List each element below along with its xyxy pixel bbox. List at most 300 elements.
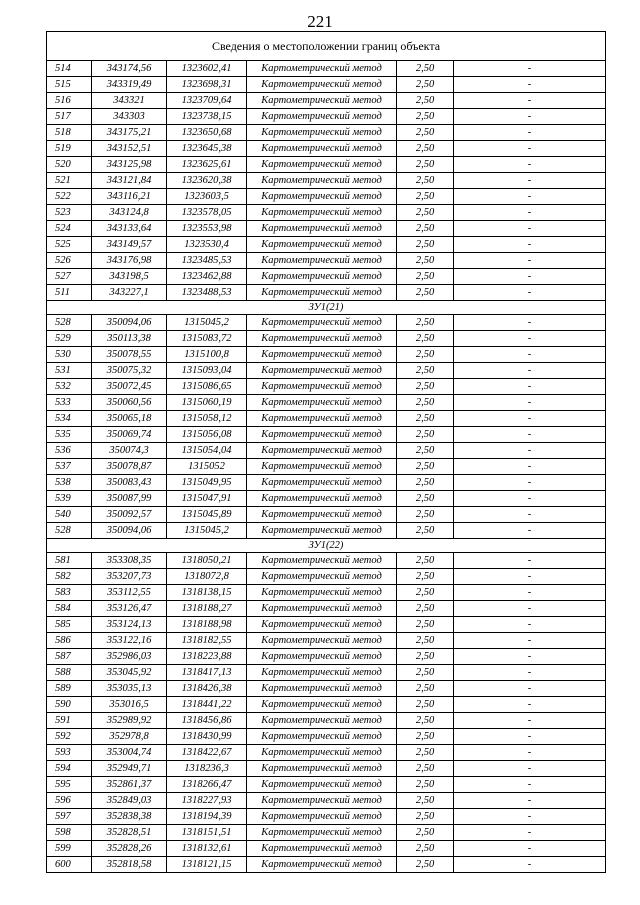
x-coordinate-cell: 353122,16 bbox=[92, 633, 167, 649]
x-coordinate-cell: 343319,49 bbox=[92, 77, 167, 93]
y-coordinate-cell: 1318422,67 bbox=[167, 745, 247, 761]
point-number-cell: 531 bbox=[47, 363, 92, 379]
point-number-cell: 589 bbox=[47, 681, 92, 697]
table-row bbox=[47, 253, 606, 269]
accuracy-cell: 2,50 bbox=[397, 713, 454, 729]
table-row bbox=[47, 585, 606, 601]
description-cell: - bbox=[454, 109, 606, 125]
method-cell: Картометрический метод bbox=[247, 269, 397, 285]
accuracy-cell: 2,50 bbox=[397, 585, 454, 601]
y-coordinate-cell: 1323603,5 bbox=[167, 189, 247, 205]
method-cell: Картометрический метод bbox=[247, 825, 397, 841]
accuracy-cell: 2,50 bbox=[397, 157, 454, 173]
point-number-cell: 520 bbox=[47, 157, 92, 173]
table-row bbox=[47, 237, 606, 253]
table-row bbox=[47, 761, 606, 777]
point-number-cell: 526 bbox=[47, 253, 92, 269]
y-coordinate-cell: 1318441,22 bbox=[167, 697, 247, 713]
y-coordinate-cell: 1315093,04 bbox=[167, 363, 247, 379]
table-row bbox=[47, 61, 606, 77]
x-coordinate-cell: 352818,58 bbox=[92, 857, 167, 873]
method-cell: Картометрический метод bbox=[247, 585, 397, 601]
x-coordinate-cell: 353126,47 bbox=[92, 601, 167, 617]
description-cell: - bbox=[454, 379, 606, 395]
point-number-cell: 588 bbox=[47, 665, 92, 681]
method-cell: Картометрический метод bbox=[247, 173, 397, 189]
y-coordinate-cell: 1323485,53 bbox=[167, 253, 247, 269]
accuracy-cell: 2,50 bbox=[397, 761, 454, 777]
x-coordinate-cell: 352838,38 bbox=[92, 809, 167, 825]
accuracy-cell: 2,50 bbox=[397, 77, 454, 93]
accuracy-cell: 2,50 bbox=[397, 569, 454, 585]
description-cell: - bbox=[454, 347, 606, 363]
accuracy-cell: 2,50 bbox=[397, 221, 454, 237]
point-number-cell: 584 bbox=[47, 601, 92, 617]
x-coordinate-cell: 350087,99 bbox=[92, 491, 167, 507]
point-number-cell: 517 bbox=[47, 109, 92, 125]
x-coordinate-cell: 343174,56 bbox=[92, 61, 167, 77]
description-cell: - bbox=[454, 713, 606, 729]
point-number-cell: 533 bbox=[47, 395, 92, 411]
table-row bbox=[47, 665, 606, 681]
point-number-cell: 600 bbox=[47, 857, 92, 873]
accuracy-cell: 2,50 bbox=[397, 253, 454, 269]
method-cell: Картометрический метод bbox=[247, 841, 397, 857]
y-coordinate-cell: 1315052 bbox=[167, 459, 247, 475]
table-row bbox=[47, 633, 606, 649]
y-coordinate-cell: 1323738,15 bbox=[167, 109, 247, 125]
point-number-cell: 540 bbox=[47, 507, 92, 523]
table-row bbox=[47, 395, 606, 411]
table-row bbox=[47, 809, 606, 825]
method-cell: Картометрический метод bbox=[247, 761, 397, 777]
description-cell: - bbox=[454, 269, 606, 285]
x-coordinate-cell: 352849,03 bbox=[92, 793, 167, 809]
accuracy-cell: 2,50 bbox=[397, 331, 454, 347]
table-row bbox=[47, 173, 606, 189]
point-number-cell: 537 bbox=[47, 459, 92, 475]
x-coordinate-cell: 343125,98 bbox=[92, 157, 167, 173]
method-cell: Картометрический метод bbox=[247, 427, 397, 443]
description-cell: - bbox=[454, 633, 606, 649]
accuracy-cell: 2,50 bbox=[397, 125, 454, 141]
description-cell: - bbox=[454, 601, 606, 617]
table-row bbox=[47, 269, 606, 285]
x-coordinate-cell: 350075,32 bbox=[92, 363, 167, 379]
point-number-cell: 582 bbox=[47, 569, 92, 585]
table-row bbox=[47, 553, 606, 569]
table-row bbox=[47, 315, 606, 331]
table-row bbox=[47, 617, 606, 633]
method-cell: Картометрический метод bbox=[247, 221, 397, 237]
point-number-cell: 535 bbox=[47, 427, 92, 443]
description-cell: - bbox=[454, 697, 606, 713]
y-coordinate-cell: 1323698,31 bbox=[167, 77, 247, 93]
table-row bbox=[47, 697, 606, 713]
accuracy-cell: 2,50 bbox=[397, 427, 454, 443]
method-cell: Картометрический метод bbox=[247, 459, 397, 475]
point-number-cell: 598 bbox=[47, 825, 92, 841]
x-coordinate-cell: 353045,92 bbox=[92, 665, 167, 681]
method-cell: Картометрический метод bbox=[247, 777, 397, 793]
table-row bbox=[47, 729, 606, 745]
x-coordinate-cell: 352949,71 bbox=[92, 761, 167, 777]
table-row bbox=[47, 125, 606, 141]
y-coordinate-cell: 1315086,65 bbox=[167, 379, 247, 395]
point-number-cell: 534 bbox=[47, 411, 92, 427]
accuracy-cell: 2,50 bbox=[397, 825, 454, 841]
accuracy-cell: 2,50 bbox=[397, 475, 454, 491]
table-row bbox=[47, 649, 606, 665]
point-number-cell: 522 bbox=[47, 189, 92, 205]
y-coordinate-cell: 1318426,38 bbox=[167, 681, 247, 697]
point-number-cell: 596 bbox=[47, 793, 92, 809]
accuracy-cell: 2,50 bbox=[397, 205, 454, 221]
y-coordinate-cell: 1318188,98 bbox=[167, 617, 247, 633]
table-row bbox=[47, 205, 606, 221]
method-cell: Картометрический метод bbox=[247, 109, 397, 125]
description-cell: - bbox=[454, 237, 606, 253]
y-coordinate-cell: 1318050,21 bbox=[167, 553, 247, 569]
description-cell: - bbox=[454, 253, 606, 269]
y-coordinate-cell: 1323462,88 bbox=[167, 269, 247, 285]
point-number-cell: 538 bbox=[47, 475, 92, 491]
method-cell: Картометрический метод bbox=[247, 617, 397, 633]
accuracy-cell: 2,50 bbox=[397, 665, 454, 681]
x-coordinate-cell: 350094,06 bbox=[92, 523, 167, 539]
x-coordinate-cell: 350074,3 bbox=[92, 443, 167, 459]
description-cell: - bbox=[454, 331, 606, 347]
y-coordinate-cell: 1323645,38 bbox=[167, 141, 247, 157]
x-coordinate-cell: 350113,38 bbox=[92, 331, 167, 347]
point-number-cell: 587 bbox=[47, 649, 92, 665]
accuracy-cell: 2,50 bbox=[397, 237, 454, 253]
description-cell: - bbox=[454, 411, 606, 427]
point-number-cell: 514 bbox=[47, 61, 92, 77]
description-cell: - bbox=[454, 617, 606, 633]
accuracy-cell: 2,50 bbox=[397, 681, 454, 697]
x-coordinate-cell: 343175,21 bbox=[92, 125, 167, 141]
table-row bbox=[47, 491, 606, 507]
y-coordinate-cell: 1323578,05 bbox=[167, 205, 247, 221]
method-cell: Картометрический метод bbox=[247, 507, 397, 523]
description-cell: - bbox=[454, 205, 606, 221]
method-cell: Картометрический метод bbox=[247, 553, 397, 569]
y-coordinate-cell: 1315060,19 bbox=[167, 395, 247, 411]
point-number-cell: 539 bbox=[47, 491, 92, 507]
description-cell: - bbox=[454, 585, 606, 601]
accuracy-cell: 2,50 bbox=[397, 649, 454, 665]
method-cell: Картометрический метод bbox=[247, 205, 397, 221]
section-header-row bbox=[47, 539, 606, 553]
accuracy-cell: 2,50 bbox=[397, 363, 454, 379]
x-coordinate-cell: 350078,87 bbox=[92, 459, 167, 475]
y-coordinate-cell: 1315100,8 bbox=[167, 347, 247, 363]
accuracy-cell: 2,50 bbox=[397, 347, 454, 363]
description-cell: - bbox=[454, 681, 606, 697]
y-coordinate-cell: 1318072,8 bbox=[167, 569, 247, 585]
method-cell: Картометрический метод bbox=[247, 443, 397, 459]
description-cell: - bbox=[454, 507, 606, 523]
y-coordinate-cell: 1315047,91 bbox=[167, 491, 247, 507]
table-row bbox=[47, 459, 606, 475]
y-coordinate-cell: 1323709,64 bbox=[167, 93, 247, 109]
x-coordinate-cell: 343227,1 bbox=[92, 285, 167, 301]
accuracy-cell: 2,50 bbox=[397, 857, 454, 873]
x-coordinate-cell: 350094,06 bbox=[92, 315, 167, 331]
accuracy-cell: 2,50 bbox=[397, 793, 454, 809]
table-row bbox=[47, 523, 606, 539]
table-title: Сведения о местоположении границ объекта bbox=[47, 32, 606, 61]
description-cell: - bbox=[454, 777, 606, 793]
x-coordinate-cell: 343321 bbox=[92, 93, 167, 109]
y-coordinate-cell: 1318138,15 bbox=[167, 585, 247, 601]
x-coordinate-cell: 343176,98 bbox=[92, 253, 167, 269]
method-cell: Картометрический метод bbox=[247, 633, 397, 649]
point-number-cell: 527 bbox=[47, 269, 92, 285]
point-number-cell: 536 bbox=[47, 443, 92, 459]
method-cell: Картометрический метод bbox=[247, 363, 397, 379]
method-cell: Картометрический метод bbox=[247, 729, 397, 745]
table-row bbox=[47, 841, 606, 857]
table-row bbox=[47, 77, 606, 93]
x-coordinate-cell: 352828,26 bbox=[92, 841, 167, 857]
x-coordinate-cell: 343124,8 bbox=[92, 205, 167, 221]
table-row bbox=[47, 713, 606, 729]
table-row bbox=[47, 793, 606, 809]
table-row bbox=[47, 93, 606, 109]
x-coordinate-cell: 353016,5 bbox=[92, 697, 167, 713]
x-coordinate-cell: 343152,51 bbox=[92, 141, 167, 157]
method-cell: Картометрический метод bbox=[247, 665, 397, 681]
accuracy-cell: 2,50 bbox=[397, 601, 454, 617]
point-number-cell: 599 bbox=[47, 841, 92, 857]
y-coordinate-cell: 1318132,61 bbox=[167, 841, 247, 857]
method-cell: Картометрический метод bbox=[247, 793, 397, 809]
accuracy-cell: 2,50 bbox=[397, 777, 454, 793]
table-row bbox=[47, 331, 606, 347]
accuracy-cell: 2,50 bbox=[397, 315, 454, 331]
x-coordinate-cell: 343116,21 bbox=[92, 189, 167, 205]
accuracy-cell: 2,50 bbox=[397, 285, 454, 301]
x-coordinate-cell: 350092,57 bbox=[92, 507, 167, 523]
table-title-row bbox=[47, 32, 606, 61]
method-cell: Картометрический метод bbox=[247, 745, 397, 761]
description-cell: - bbox=[454, 809, 606, 825]
description-cell: - bbox=[454, 221, 606, 237]
description-cell: - bbox=[454, 395, 606, 411]
method-cell: Картометрический метод bbox=[247, 475, 397, 491]
method-cell: Картометрический метод bbox=[247, 125, 397, 141]
y-coordinate-cell: 1318182,55 bbox=[167, 633, 247, 649]
point-number-cell: 516 bbox=[47, 93, 92, 109]
method-cell: Картометрический метод bbox=[247, 681, 397, 697]
description-cell: - bbox=[454, 729, 606, 745]
y-coordinate-cell: 1323620,38 bbox=[167, 173, 247, 189]
point-number-cell: 518 bbox=[47, 125, 92, 141]
accuracy-cell: 2,50 bbox=[397, 841, 454, 857]
method-cell: Картометрический метод bbox=[247, 395, 397, 411]
accuracy-cell: 2,50 bbox=[397, 189, 454, 205]
y-coordinate-cell: 1323602,41 bbox=[167, 61, 247, 77]
point-number-cell: 525 bbox=[47, 237, 92, 253]
x-coordinate-cell: 343198,5 bbox=[92, 269, 167, 285]
method-cell: Картометрический метод bbox=[247, 285, 397, 301]
point-number-cell: 590 bbox=[47, 697, 92, 713]
method-cell: Картометрический метод bbox=[247, 237, 397, 253]
description-cell: - bbox=[454, 157, 606, 173]
x-coordinate-cell: 352978,8 bbox=[92, 729, 167, 745]
description-cell: - bbox=[454, 125, 606, 141]
x-coordinate-cell: 343121,84 bbox=[92, 173, 167, 189]
y-coordinate-cell: 1318266,47 bbox=[167, 777, 247, 793]
point-number-cell: 529 bbox=[47, 331, 92, 347]
accuracy-cell: 2,50 bbox=[397, 269, 454, 285]
x-coordinate-cell: 352986,03 bbox=[92, 649, 167, 665]
x-coordinate-cell: 353207,73 bbox=[92, 569, 167, 585]
description-cell: - bbox=[454, 745, 606, 761]
accuracy-cell: 2,50 bbox=[397, 61, 454, 77]
table-row bbox=[47, 601, 606, 617]
accuracy-cell: 2,50 bbox=[397, 443, 454, 459]
y-coordinate-cell: 1323553,98 bbox=[167, 221, 247, 237]
description-cell: - bbox=[454, 491, 606, 507]
y-coordinate-cell: 1318417,13 bbox=[167, 665, 247, 681]
method-cell: Картометрический метод bbox=[247, 189, 397, 205]
y-coordinate-cell: 1318430,99 bbox=[167, 729, 247, 745]
description-cell: - bbox=[454, 93, 606, 109]
description-cell: - bbox=[454, 553, 606, 569]
description-cell: - bbox=[454, 443, 606, 459]
accuracy-cell: 2,50 bbox=[397, 459, 454, 475]
accuracy-cell: 2,50 bbox=[397, 141, 454, 157]
section-header-row bbox=[47, 301, 606, 315]
description-cell: - bbox=[454, 427, 606, 443]
point-number-cell: 594 bbox=[47, 761, 92, 777]
description-cell: - bbox=[454, 61, 606, 77]
point-number-cell: 511 bbox=[47, 285, 92, 301]
x-coordinate-cell: 350060,56 bbox=[92, 395, 167, 411]
table-row bbox=[47, 745, 606, 761]
y-coordinate-cell: 1323488,53 bbox=[167, 285, 247, 301]
table-row bbox=[47, 347, 606, 363]
method-cell: Картометрический метод bbox=[247, 857, 397, 873]
description-cell: - bbox=[454, 665, 606, 681]
method-cell: Картометрический метод bbox=[247, 809, 397, 825]
point-number-cell: 593 bbox=[47, 745, 92, 761]
y-coordinate-cell: 1315045,2 bbox=[167, 315, 247, 331]
y-coordinate-cell: 1318227,93 bbox=[167, 793, 247, 809]
description-cell: - bbox=[454, 315, 606, 331]
accuracy-cell: 2,50 bbox=[397, 745, 454, 761]
accuracy-cell: 2,50 bbox=[397, 507, 454, 523]
x-coordinate-cell: 353124,13 bbox=[92, 617, 167, 633]
method-cell: Картометрический метод bbox=[247, 649, 397, 665]
accuracy-cell: 2,50 bbox=[397, 109, 454, 125]
method-cell: Картометрический метод bbox=[247, 379, 397, 395]
section-label: ЗУ1(21) bbox=[47, 301, 606, 315]
table-row bbox=[47, 681, 606, 697]
table-row bbox=[47, 507, 606, 523]
section-label: ЗУ1(22) bbox=[47, 539, 606, 553]
method-cell: Картометрический метод bbox=[247, 141, 397, 157]
description-cell: - bbox=[454, 459, 606, 475]
method-cell: Картометрический метод bbox=[247, 157, 397, 173]
point-number-cell: 515 bbox=[47, 77, 92, 93]
point-number-cell: 597 bbox=[47, 809, 92, 825]
point-number-cell: 585 bbox=[47, 617, 92, 633]
x-coordinate-cell: 352861,37 bbox=[92, 777, 167, 793]
point-number-cell: 532 bbox=[47, 379, 92, 395]
method-cell: Картометрический метод bbox=[247, 347, 397, 363]
point-number-cell: 519 bbox=[47, 141, 92, 157]
table-row bbox=[47, 189, 606, 205]
x-coordinate-cell: 350072,45 bbox=[92, 379, 167, 395]
point-number-cell: 591 bbox=[47, 713, 92, 729]
x-coordinate-cell: 353308,35 bbox=[92, 553, 167, 569]
description-cell: - bbox=[454, 141, 606, 157]
y-coordinate-cell: 1315045,89 bbox=[167, 507, 247, 523]
method-cell: Картометрический метод bbox=[247, 253, 397, 269]
y-coordinate-cell: 1323530,4 bbox=[167, 237, 247, 253]
y-coordinate-cell: 1318151,51 bbox=[167, 825, 247, 841]
table-row bbox=[47, 141, 606, 157]
x-coordinate-cell: 350065,18 bbox=[92, 411, 167, 427]
accuracy-cell: 2,50 bbox=[397, 491, 454, 507]
table-row bbox=[47, 427, 606, 443]
method-cell: Картометрический метод bbox=[247, 77, 397, 93]
accuracy-cell: 2,50 bbox=[397, 553, 454, 569]
x-coordinate-cell: 350078,55 bbox=[92, 347, 167, 363]
y-coordinate-cell: 1318456,86 bbox=[167, 713, 247, 729]
method-cell: Картометрический метод bbox=[247, 713, 397, 729]
y-coordinate-cell: 1315056,08 bbox=[167, 427, 247, 443]
x-coordinate-cell: 352989,92 bbox=[92, 713, 167, 729]
method-cell: Картометрический метод bbox=[247, 491, 397, 507]
point-number-cell: 583 bbox=[47, 585, 92, 601]
accuracy-cell: 2,50 bbox=[397, 379, 454, 395]
y-coordinate-cell: 1323650,68 bbox=[167, 125, 247, 141]
x-coordinate-cell: 343133,64 bbox=[92, 221, 167, 237]
table-row bbox=[47, 363, 606, 379]
method-cell: Картометрический метод bbox=[247, 315, 397, 331]
page-number: 221 bbox=[307, 12, 333, 31]
x-coordinate-cell: 353004,74 bbox=[92, 745, 167, 761]
accuracy-cell: 2,50 bbox=[397, 809, 454, 825]
method-cell: Картометрический метод bbox=[247, 93, 397, 109]
table-row bbox=[47, 157, 606, 173]
y-coordinate-cell: 1318236,3 bbox=[167, 761, 247, 777]
method-cell: Картометрический метод bbox=[247, 697, 397, 713]
table-row bbox=[47, 475, 606, 491]
y-coordinate-cell: 1318121,15 bbox=[167, 857, 247, 873]
table-row bbox=[47, 285, 606, 301]
description-cell: - bbox=[454, 77, 606, 93]
method-cell: Картометрический метод bbox=[247, 523, 397, 539]
description-cell: - bbox=[454, 649, 606, 665]
accuracy-cell: 2,50 bbox=[397, 411, 454, 427]
point-number-cell: 586 bbox=[47, 633, 92, 649]
point-number-cell: 581 bbox=[47, 553, 92, 569]
description-cell: - bbox=[454, 363, 606, 379]
point-number-cell: 592 bbox=[47, 729, 92, 745]
point-number-cell: 530 bbox=[47, 347, 92, 363]
x-coordinate-cell: 352828,51 bbox=[92, 825, 167, 841]
method-cell: Картометрический метод bbox=[247, 601, 397, 617]
y-coordinate-cell: 1315049,95 bbox=[167, 475, 247, 491]
y-coordinate-cell: 1318223,88 bbox=[167, 649, 247, 665]
y-coordinate-cell: 1323625,61 bbox=[167, 157, 247, 173]
